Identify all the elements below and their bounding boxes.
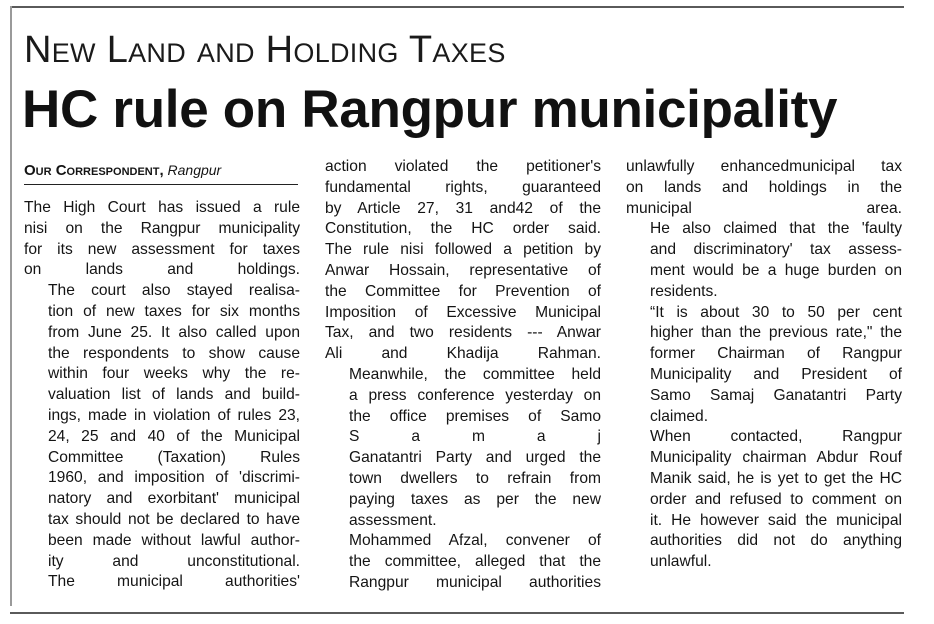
text-line: for its new assessment for taxes bbox=[24, 240, 300, 258]
text-line: The court also stayed realisa- bbox=[48, 282, 300, 300]
text-line: within four weeks why the re- bbox=[48, 365, 300, 383]
text-line: municipal area. bbox=[626, 199, 902, 217]
text-line: When contacted, Rangpur bbox=[650, 428, 902, 446]
text-line: the committee, alleged that the bbox=[349, 553, 601, 571]
article-column-2 bbox=[325, 157, 601, 594]
text-line: residents. bbox=[650, 282, 718, 300]
text-line: on lands and holdings in the bbox=[626, 178, 902, 196]
text-line: the Committee for Prevention of bbox=[325, 282, 601, 300]
paragraph bbox=[626, 219, 902, 302]
text-line: the respondents to show cause bbox=[48, 344, 300, 362]
bottom-border bbox=[10, 612, 904, 614]
text-line: Tax, and two residents --- Anwar bbox=[325, 324, 601, 342]
paragraph bbox=[24, 572, 300, 593]
text-line: Samo Samaj Ganatantri Party bbox=[650, 386, 902, 404]
text-line: ment would be a huge burden on bbox=[650, 261, 902, 279]
text-line: paying taxes as per the new bbox=[349, 490, 601, 508]
text-line: The High Court has issued a rule bbox=[24, 199, 300, 216]
text-line: tion of new taxes for six months bbox=[48, 302, 300, 320]
text-line: by Article 27, 31 and42 of the bbox=[325, 199, 601, 217]
text-line: order and refused to comment on bbox=[650, 490, 902, 508]
top-border bbox=[10, 6, 904, 8]
text-line: Municipality and President of bbox=[650, 365, 902, 383]
text-line: former Chairman of Rangpur bbox=[650, 345, 902, 363]
text-line: it. He however said the municipal bbox=[650, 511, 902, 529]
text-line: been made without lawful author- bbox=[48, 531, 300, 549]
article-column-3 bbox=[626, 157, 902, 573]
text-line: 24, 25 and 40 of the Municipal bbox=[48, 427, 300, 445]
byline-location: Rangpur bbox=[167, 162, 222, 178]
text-line: The municipal authorities' bbox=[48, 573, 300, 591]
paragraph bbox=[626, 427, 902, 573]
text-line: S a m a j bbox=[349, 428, 601, 446]
text-line: natory and exorbitant' municipal bbox=[48, 490, 300, 508]
left-border bbox=[10, 6, 12, 606]
text-line: Constitution, the HC order said. bbox=[325, 220, 601, 238]
article-column-1 bbox=[24, 198, 300, 593]
kicker: New Land and Holding Taxes bbox=[24, 29, 506, 71]
text-line: Ali and Khadija Rahman. bbox=[325, 345, 601, 363]
text-line: authorities did not do anything bbox=[650, 532, 902, 550]
text-line: unlawful. bbox=[650, 553, 712, 571]
text-line: valuation list of lands and build- bbox=[48, 386, 300, 404]
text-line: nisi on the Rangpur municipality bbox=[24, 219, 300, 237]
paragraph bbox=[325, 531, 601, 593]
paragraph bbox=[325, 365, 601, 531]
byline-name: Our Correspondent, bbox=[24, 162, 164, 179]
text-line: “It is about 30 to 50 per cent bbox=[650, 303, 902, 321]
text-line: Meanwhile, the committee held bbox=[349, 365, 601, 383]
text-line: Manik said, he is yet to get the HC bbox=[650, 469, 902, 487]
text-line: Committee (Taxation) Rules bbox=[48, 448, 300, 466]
text-line: unlawfully enhancedmunicipal tax bbox=[626, 158, 902, 175]
text-line: 1960, and imposition of 'discrimi- bbox=[48, 469, 300, 487]
text-line: Imposition of Excessive Municipal bbox=[325, 303, 601, 321]
text-line: assessment. bbox=[349, 511, 437, 529]
text-line: Mohammed Afzal, convener of bbox=[349, 532, 601, 550]
text-line: claimed. bbox=[650, 407, 709, 425]
paragraph bbox=[626, 303, 902, 428]
text-line: town dwellers to refrain from bbox=[349, 469, 601, 487]
byline bbox=[24, 160, 300, 181]
text-line: Anwar Hossain, representative of bbox=[325, 261, 601, 279]
headline: HC rule on Rangpur municipality bbox=[22, 80, 838, 139]
text-line: the office premises of Samo bbox=[349, 407, 601, 425]
text-line: and discriminatory' tax assess- bbox=[650, 241, 902, 259]
paragraph bbox=[24, 281, 300, 572]
text-line: ings, made in violation of rules 23, bbox=[48, 406, 300, 424]
text-line: action violated the petitioner's bbox=[325, 158, 601, 175]
paragraph bbox=[24, 198, 300, 281]
text-line: a press conference yesterday on bbox=[349, 386, 601, 404]
text-line: Ganatantri Party and urged the bbox=[349, 449, 601, 467]
text-line: on lands and holdings. bbox=[24, 261, 300, 279]
paragraph bbox=[626, 157, 902, 219]
text-line: higher than the previous rate," the bbox=[650, 324, 902, 342]
text-line: tax should not be declared to have bbox=[48, 510, 300, 528]
text-line: ity and unconstitutional. bbox=[48, 552, 300, 570]
text-line: fundamental rights, guaranteed bbox=[325, 178, 601, 196]
text-line: from June 25. It also called upon bbox=[48, 323, 300, 341]
text-line: Rangpur municipal authorities bbox=[349, 573, 601, 591]
text-line: Municipality chairman Abdur Rouf bbox=[650, 449, 902, 467]
byline-rule bbox=[24, 184, 298, 185]
paragraph bbox=[325, 157, 601, 365]
text-line: He also claimed that the 'faulty bbox=[650, 220, 902, 238]
text-line: The rule nisi followed a petition by bbox=[325, 241, 601, 259]
